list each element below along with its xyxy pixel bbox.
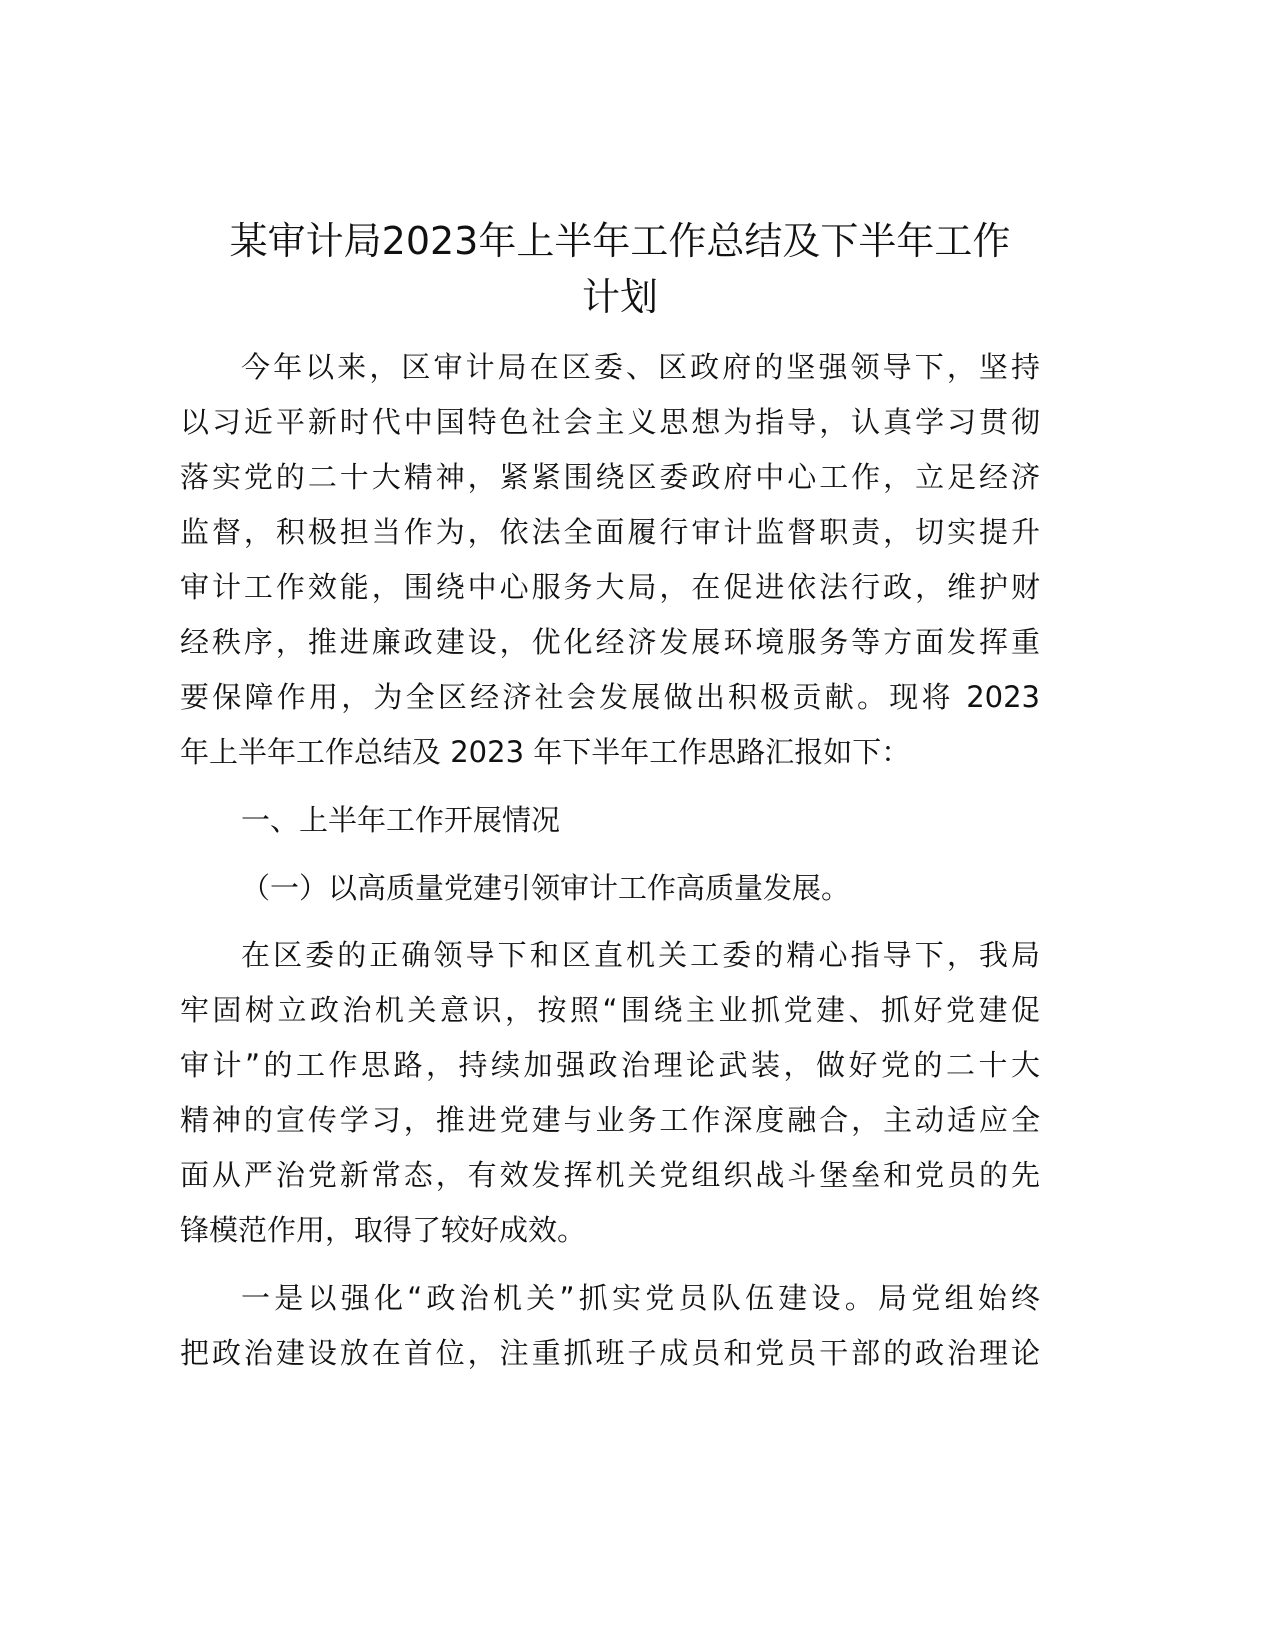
text-line: 在区委的正确领导下和区直机关工委的精心指导下，我局 [241, 938, 1040, 972]
text-line: 一是以强化“政治机关”抓实党员队伍建设。局党组始终 [241, 1281, 1040, 1315]
text-line: 精神的宣传学习，推进党建与业务工作深度融合，主动适应全 [180, 1103, 1040, 1137]
text-line: 把政治建设放在首位，注重抓班子成员和党员干部的政治理论 [180, 1336, 1040, 1370]
text-line: 审计”的工作思路，持续加强政治理论武装，做好党的二十大 [180, 1048, 1040, 1082]
text-line: 面从严治党新常态，有效发挥机关党组织战斗堡垒和党员的先 [180, 1158, 1040, 1192]
text-line: 要保障作用，为全区经济社会发展做出积极贡献。现将 2023 [180, 680, 1040, 714]
text-line: 监督，积极担当作为，依法全面履行审计监督职责，切实提升 [180, 515, 1040, 549]
text-line: 落实党的二十大精神，紧紧围绕区委政府中心工作，立足经济 [180, 460, 1040, 494]
subsection-heading: （一）以高质量党建引领审计工作高质量发展。 [241, 871, 851, 905]
text-line: 审计工作效能，围绕中心服务大局，在促进依法行政，维护财 [180, 570, 1040, 604]
text-line: 今年以来，区审计局在区委、区政府的坚强领导下，坚持 [241, 350, 1040, 384]
text-line: 牢固树立政治机关意识，按照“围绕主业抓党建、抓好党建促 [180, 993, 1040, 1027]
title-line-1: 某审计局2023年上半年工作总结及下半年工作 [229, 219, 1011, 263]
text-line: 锋模范作用，取得了较好成效。 [180, 1213, 587, 1247]
section-heading: 一、上半年工作开展情况 [241, 803, 561, 837]
text-line: 经秩序，推进廉政建设，优化经济发展环境服务等方面发挥重 [180, 625, 1040, 659]
title-line-2: 计划 [581, 275, 658, 319]
text-line: 年上半年工作总结及 2023 年下半年工作思路汇报如下： [180, 735, 911, 769]
text-line: 以习近平新时代中国特色社会主义思想为指导，认真学习贯彻 [180, 405, 1040, 439]
